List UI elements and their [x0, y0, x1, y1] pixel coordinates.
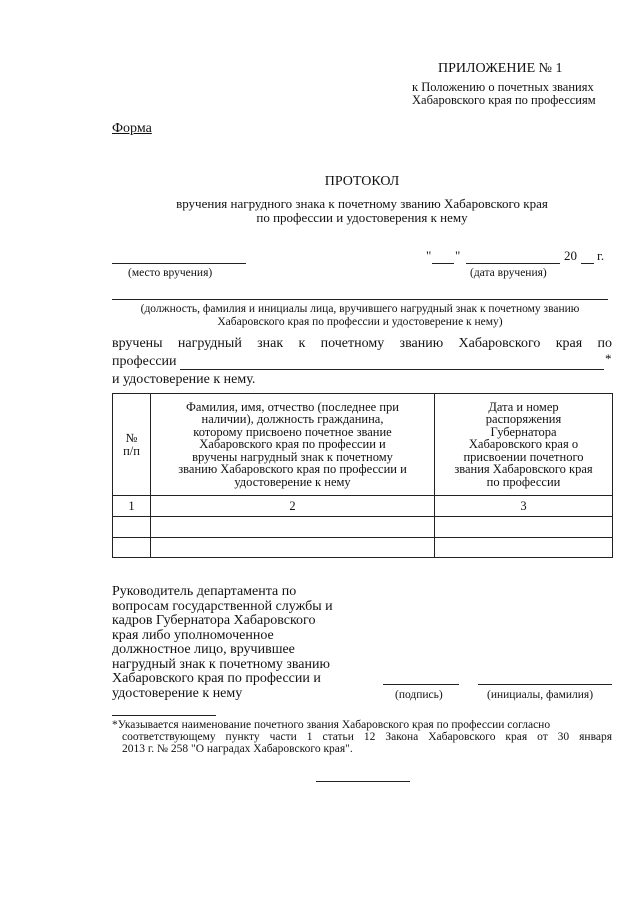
signature-blank-line[interactable] [383, 684, 459, 685]
body-line-3: и удостоверение к нему. [112, 372, 256, 387]
award-table [112, 393, 613, 558]
table-cell[interactable] [435, 517, 613, 538]
column-number-3: 3 [435, 496, 613, 517]
asterisk-mark: * [605, 351, 612, 366]
footnote-line-1: *Указывается наименование почетного звания Хабаровского края по профессии согласно [112, 719, 551, 731]
appendix-title: ПРИЛОЖЕНИЕ № 1 [438, 61, 563, 76]
day-blank-line[interactable] [432, 263, 454, 264]
table-cell[interactable] [151, 538, 435, 558]
profession-blank-line[interactable] [180, 369, 604, 370]
document-subtitle-line-1: вручения нагрудного знака к почетному званию Хабаровского края [176, 196, 548, 211]
body-line-1: вручены нагрудный знак к почетному званию Хабаровского края по [112, 336, 612, 351]
year-suffix: г. [597, 248, 605, 263]
date-caption: (дата вручения) [470, 267, 547, 279]
header-number: № п/п [113, 394, 151, 496]
table-number-row [113, 496, 613, 517]
table-cell[interactable] [113, 517, 151, 538]
year-prefix: 20 [564, 248, 577, 263]
appendix-subtitle-line-2: Хабаровского края по профессиям [412, 93, 596, 107]
date-open-quote: " [426, 248, 432, 263]
document-subtitle-line-2: по профессии и удостоверения к нему [256, 210, 468, 225]
document-title: ПРОТОКОЛ [324, 174, 400, 189]
name-caption: (инициалы, фамилия) [487, 689, 594, 701]
official-caption-line-2: Хабаровского края по профессии и удостоверение к нему) [217, 316, 503, 328]
form-label: Форма [112, 121, 152, 136]
footnote-divider [112, 715, 216, 716]
place-blank-line[interactable] [112, 263, 246, 264]
header-recipient: Фамилия, имя, отчество (последнее при наличии), должность гражданина, которому присвоено почетное звание Хабаровского края по профессии и вручены нагрудный знак к почетному званию Хабаровского края по профессии и удостоверение к нему [151, 394, 435, 496]
table-header-row [113, 394, 613, 496]
place-caption: (место вручения) [128, 267, 213, 279]
official-caption-line-1: (должность, фамилия и инициалы лица, вручившего нагрудный знак к почетному званию [140, 303, 580, 315]
footnote-line-2: соответствующему пункту части 1 статьи 12 Закона Хабаровского края от 30 января [122, 731, 612, 743]
table-row [113, 517, 613, 538]
column-number-1: 1 [113, 496, 151, 517]
month-blank-line[interactable] [466, 263, 560, 264]
table-cell[interactable] [435, 538, 613, 558]
signature-caption: (подпись) [395, 689, 443, 701]
table-cell[interactable] [113, 538, 151, 558]
name-blank-line[interactable] [478, 684, 612, 685]
body-line-2-start: профессии [112, 354, 177, 369]
column-number-2: 2 [151, 496, 435, 517]
header-order: Дата и номер распоряжения Губернатора Хабаровского края о присвоении почетного звания Хабаровского края по профессии [435, 394, 613, 496]
signature-position: Руководитель департамента по вопросам государственной службы и кадров Губернатора Хабаровского края либо уполномоченное должностное лицо, вручившее нагрудный знак к почетному званию Хабаровского края по профессии и удостоверение к нему [112, 584, 333, 701]
table-cell[interactable] [151, 517, 435, 538]
end-divider [316, 781, 410, 782]
footnote-line-3: 2013 г. № 258 "О наградах Хабаровского края". [122, 743, 353, 755]
appendix-subtitle-line-1: к Положению о почетных званиях [412, 80, 594, 94]
date-close-quote: " [455, 248, 461, 263]
table-row [113, 538, 613, 558]
official-blank-line[interactable] [112, 299, 608, 300]
year-blank-line[interactable] [581, 263, 594, 264]
